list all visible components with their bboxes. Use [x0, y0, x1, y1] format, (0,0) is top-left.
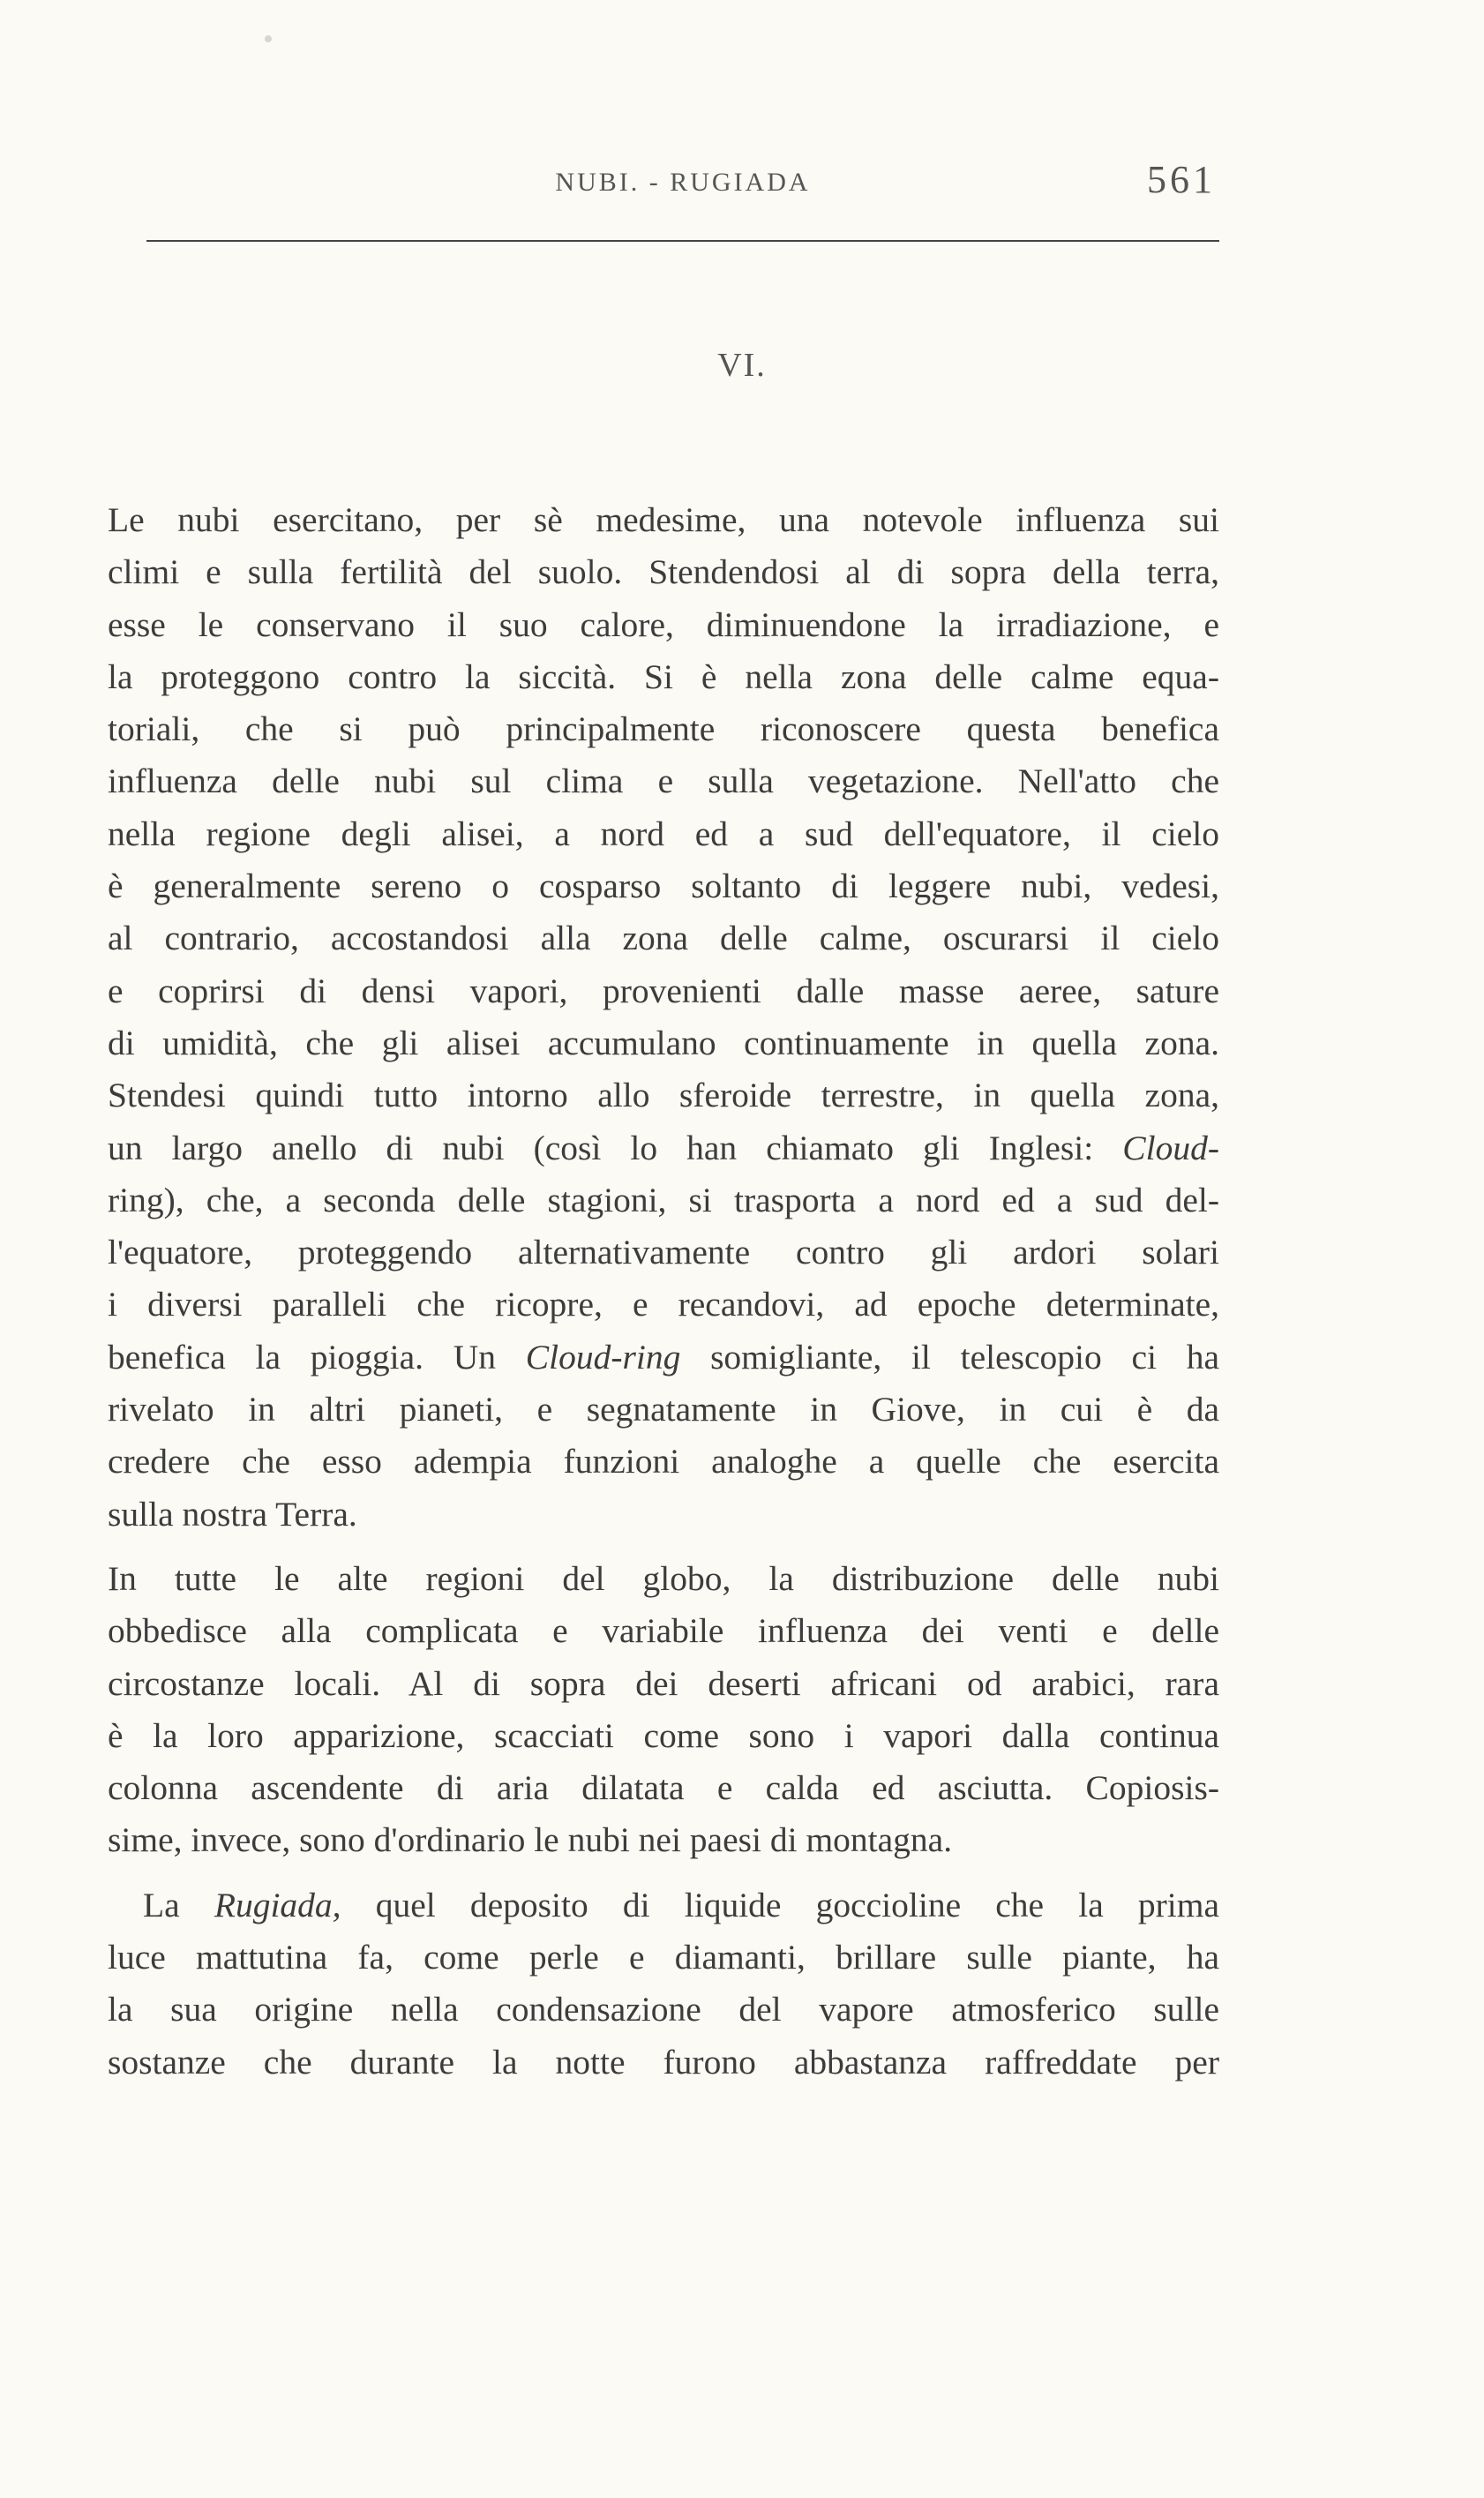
text-line: al contrario, accostandosi alla zona delle calme, oscurarsi il cielo — [108, 919, 1219, 958]
page-header — [146, 158, 1219, 208]
body-text — [108, 494, 1219, 2089]
text-line: Stendesi quindi tutto intorno allo sferoide terrestre, in quella zona, — [108, 1076, 1219, 1115]
text-line: nella regione degli alisei, a nord ed a sud dell'equatore, il cielo — [108, 814, 1219, 853]
text-line: colonna ascendente di aria dilatata e calda ed asciutta. Copiosis- — [108, 1768, 1219, 1808]
text-line: credere che esso adempia funzioni analoghe a quelle che esercita — [108, 1442, 1219, 1482]
paragraph — [108, 1879, 1219, 2089]
paragraph — [108, 1553, 1219, 1867]
text-line — [108, 1879, 1219, 1932]
text-line: la sua origine nella condensazione del vapore atmosferico sulle — [108, 1990, 1219, 2029]
text-line: di umidità, che gli alisei accumulano continuamente in quella zona. — [108, 1023, 1219, 1062]
text-line: sulla nostra Terra. — [108, 1494, 357, 1534]
text-line: Le nubi esercitano, per sè medesime, una notevole influenza sui — [108, 500, 1219, 539]
text-line: esse le conservano il suo calore, diminuendone la irradiazione, e — [108, 604, 1219, 644]
text-line: la proteggono contro la siccità. Si è nella zona delle calme equa- — [108, 656, 1219, 696]
text-line: l'equatore, proteggendo alternativamente contro gli ardori solari — [108, 1233, 1219, 1272]
text-line: toriali, che si può principalmente riconoscere questa benefica — [108, 709, 1219, 749]
text-line: climi e sulla fertilità del suolo. Stendendosi al di sopra della terra, — [108, 552, 1219, 592]
italic-term: Cloud- — [1122, 1128, 1220, 1167]
running-title: NUBI. - RUGIADA — [555, 168, 811, 197]
section-number: VI. — [717, 347, 767, 384]
text-line: i diversi paralleli che ricopre, e recandovi, ad epoche determinate, — [108, 1285, 1219, 1324]
page-number: 561 — [1147, 158, 1216, 201]
text-line: luce mattutina fa, come perle e diamanti, brillare sulle piante, ha — [108, 1938, 1219, 1977]
text-line: ring), che, a seconda delle stagioni, si trasporta a nord ed a sud del- — [108, 1180, 1219, 1219]
text-segment: un largo anello di nubi (così lo han chiamato gli Inglesi: — [108, 1128, 1094, 1167]
text-line: circostanze locali. Al di sopra dei deserti africani od arabici, rara — [108, 1663, 1219, 1703]
paragraph-gap — [108, 1541, 1219, 1553]
paper-smudge — [265, 35, 272, 42]
text-segment: benefica la pioggia. Un — [108, 1337, 497, 1377]
text-line: e coprirsi di densi vapori, provenienti dalle masse aeree, sature — [108, 971, 1219, 1010]
text-line: rivelato in altri pianeti, e segnatamente in Giove, in cui è da — [108, 1390, 1219, 1429]
header-rule — [146, 240, 1219, 242]
text-segment: somigliante, il telescopio ci ha — [710, 1337, 1219, 1377]
text-line — [108, 1122, 1219, 1174]
italic-term: Cloud-ring — [525, 1337, 681, 1377]
paragraph — [108, 494, 1219, 1541]
text-line: sostanze che durante la notte furono abbastanza raffreddate per — [108, 2042, 1219, 2082]
italic-term: Rugiada, — [214, 1885, 341, 1924]
paragraph-gap — [108, 1867, 1219, 1879]
text-line: è la loro apparizione, scacciati come sono i vapori dalla continua — [108, 1715, 1219, 1755]
text-line: In tutte le alte regioni del globo, la distribuzione delle nubi — [108, 1558, 1219, 1598]
text-line — [108, 1332, 1219, 1384]
text-line: è generalmente sereno o cosparso soltanto di leggere nubi, vedesi, — [108, 866, 1219, 906]
text-segment: quel deposito di liquide goccioline che la prima — [375, 1885, 1220, 1924]
text-segment: La — [143, 1885, 180, 1924]
text-line: influenza delle nubi sul clima e sulla vegetazione. Nell'atto che — [108, 761, 1219, 801]
text-line: obbedisce alla complicata e variabile influenza dei venti e delle — [108, 1611, 1219, 1651]
text-line: sime, invece, sono d'ordinario le nubi nei paesi di montagna. — [108, 1820, 953, 1860]
